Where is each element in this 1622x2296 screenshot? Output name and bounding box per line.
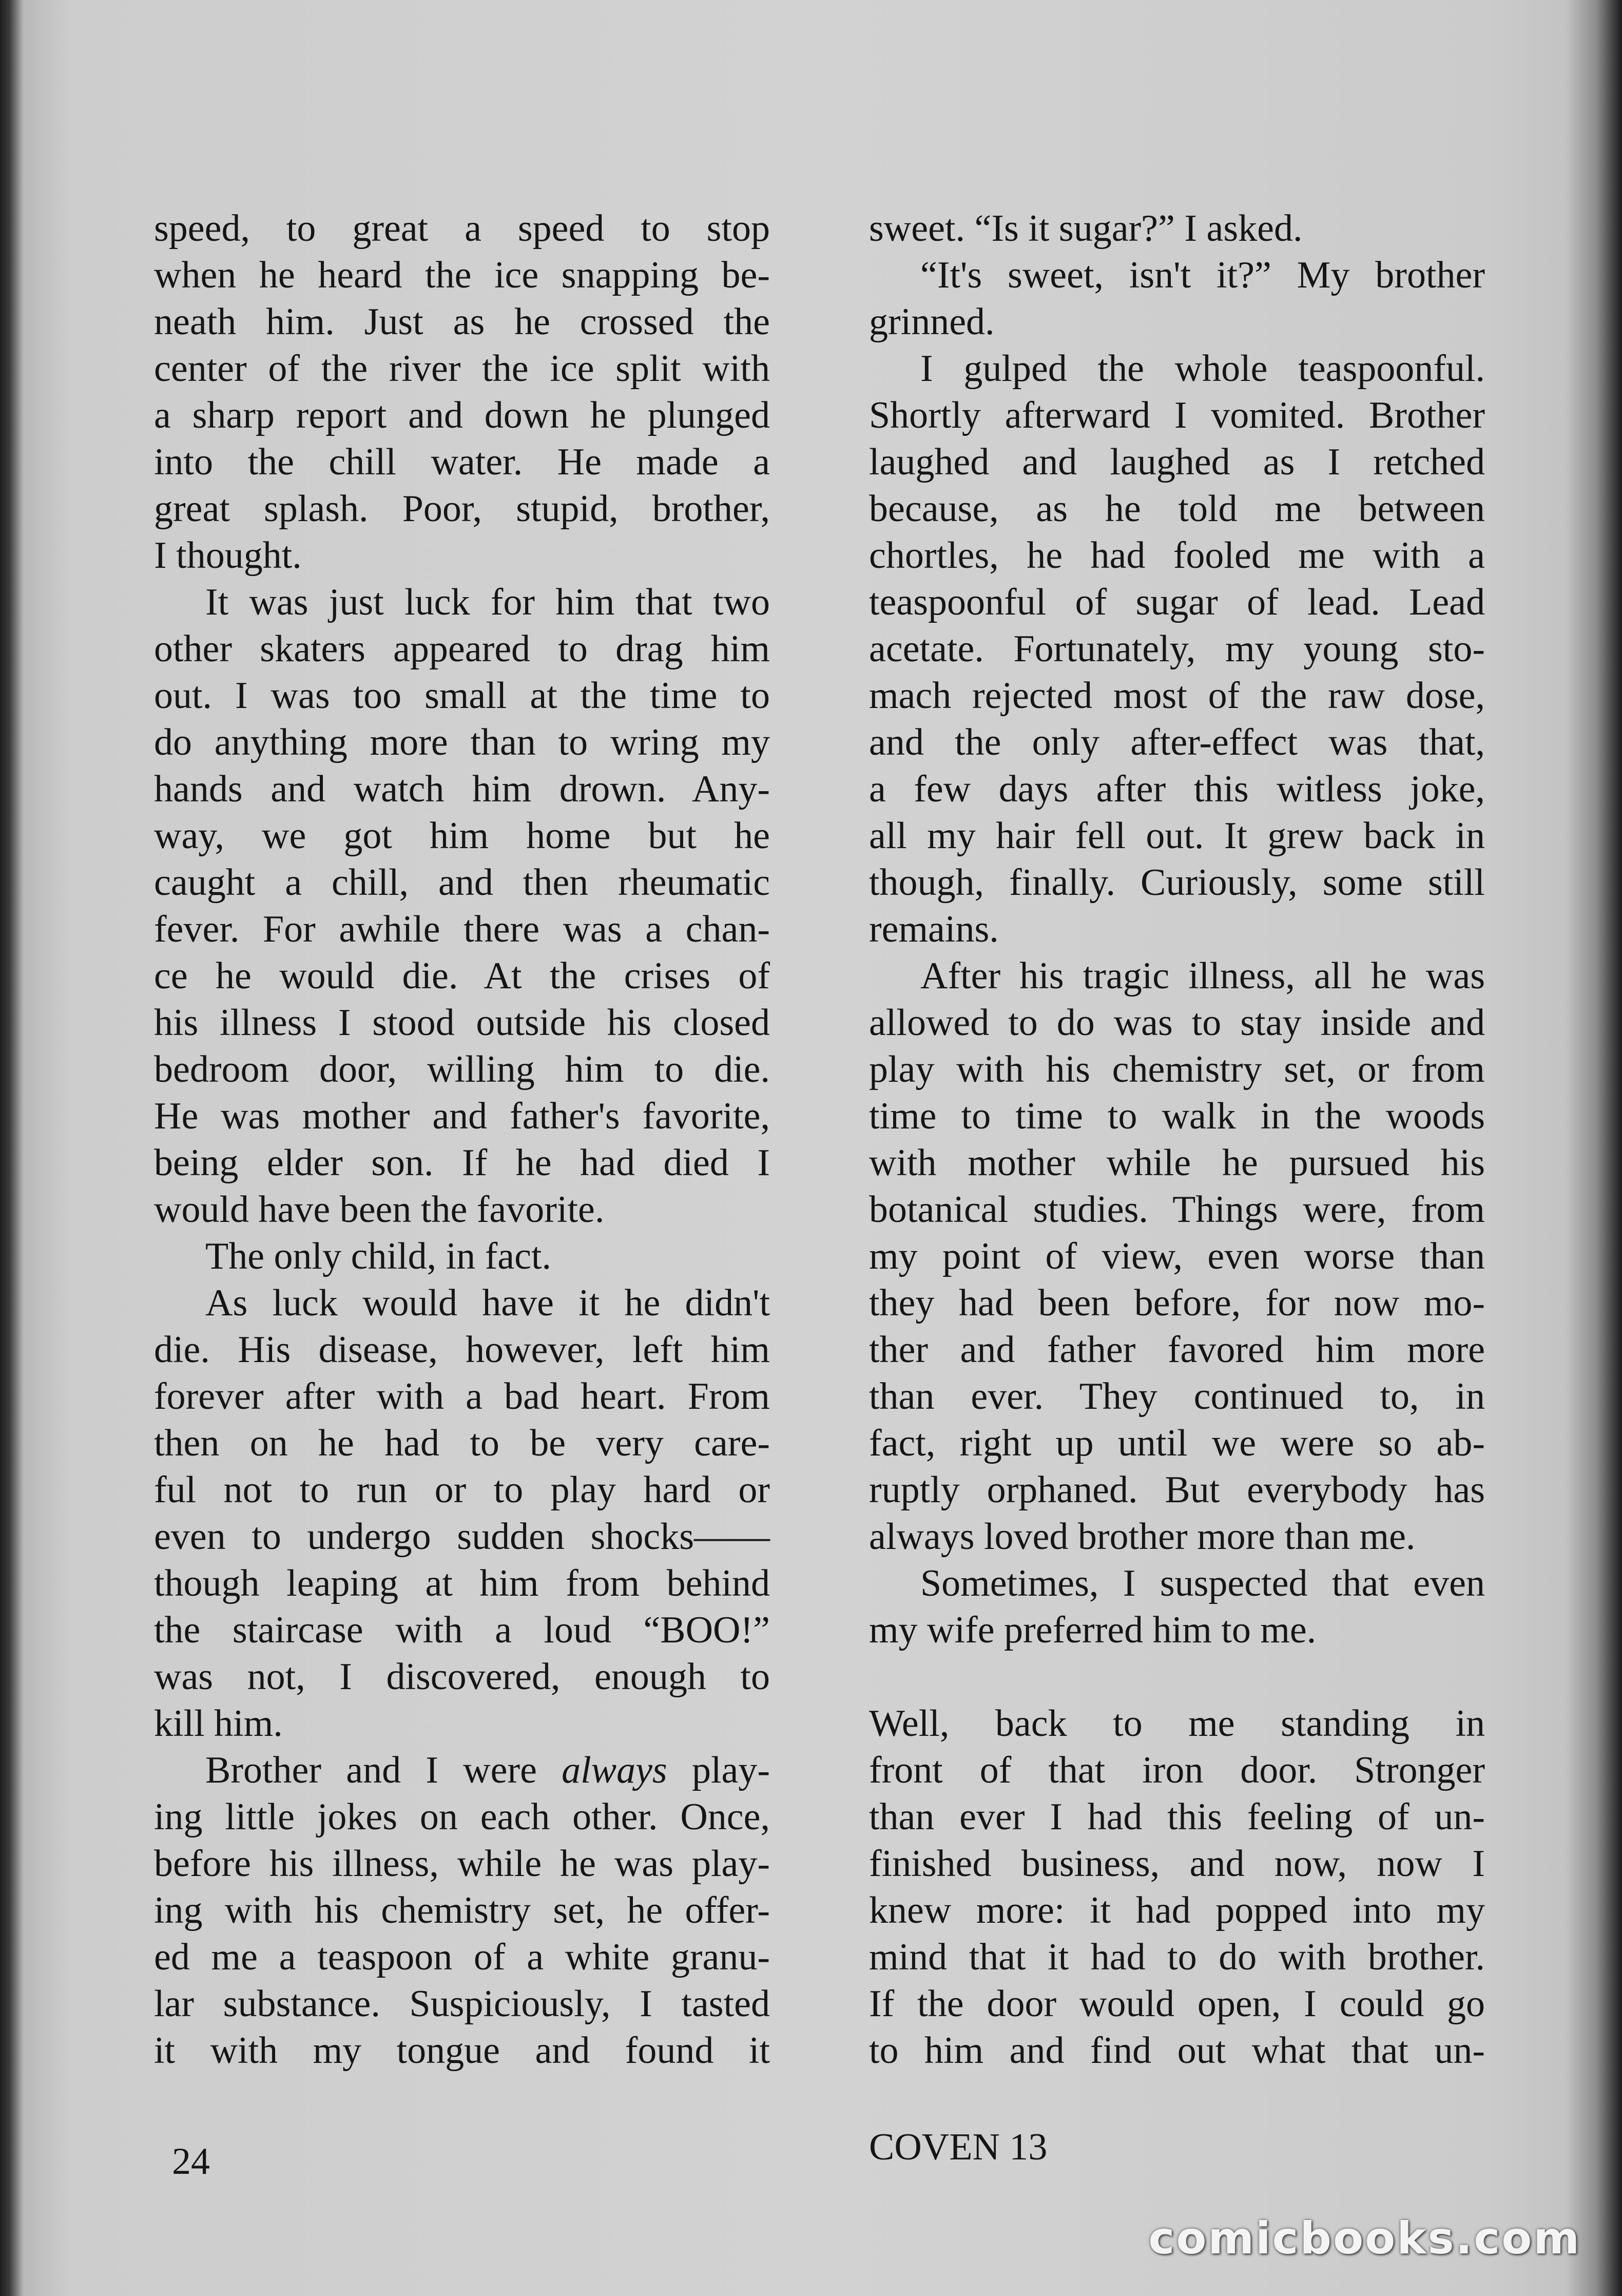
text-line: being elder son. If he had died I — [154, 1142, 770, 1184]
text-line: ther and father favored him more — [869, 1329, 1485, 1371]
text-line: my point of view, even worse than — [869, 1235, 1485, 1277]
text-line: then on he had to be very care- — [154, 1422, 770, 1464]
text-line: knew more: it had popped into my — [869, 1889, 1485, 1931]
text-line: front of that iron door. Stronger — [869, 1749, 1485, 1791]
text-line: ful not to run or to play hard or — [154, 1469, 770, 1511]
text-line: ing little jokes on each other. Once, — [154, 1796, 770, 1838]
text-line: teaspoonful of sugar of lead. Lead — [869, 581, 1485, 623]
text-line: ruptly orphaned. But everybody has — [869, 1469, 1485, 1511]
text-line: do anything more than to wring my — [154, 721, 770, 763]
text-line: forever after with a bad heart. From — [154, 1375, 770, 1418]
text-line: into the chill water. He made a — [154, 441, 770, 483]
left-text-column — [154, 205, 770, 2074]
text-line: I thought. — [154, 534, 302, 577]
text-line: they had been before, for now mo- — [869, 1282, 1485, 1324]
text-line: acetate. Fortunately, my young sto- — [869, 628, 1485, 670]
text-line: ing with his chemistry set, he offer- — [154, 1889, 770, 1931]
text-line: grinned. — [869, 301, 995, 343]
text-line: before his illness, while he was play- — [154, 1843, 770, 1885]
text-line: a sharp report and down he plunged — [154, 394, 770, 436]
text-line: fact, right up until we were so ab- — [869, 1422, 1485, 1464]
text-line: remains. — [869, 908, 999, 950]
text-line: chortles, he had fooled me with a — [869, 534, 1485, 577]
text-line: other skaters appeared to drag him — [154, 628, 770, 670]
running-footer: COVEN 13 — [869, 2126, 1048, 2168]
text-line: out. I was too small at the time to — [154, 675, 770, 717]
text-line: mind that it had to do with brother. — [869, 1936, 1485, 1978]
section-break — [869, 1654, 1485, 1700]
text-line: to him and find out what that un- — [869, 2030, 1485, 2072]
text-line: speed, to great a speed to stop — [154, 207, 770, 250]
text-line: than ever. They continued to, in — [869, 1375, 1485, 1418]
text-line: and the only after-effect was that, — [869, 721, 1485, 763]
text-line: when he heard the ice snapping be- — [154, 254, 770, 296]
text-line: As luck would have it he didn't — [205, 1282, 770, 1324]
text-line-section-start: Well, back to me standing in — [869, 1702, 1485, 1745]
text-line: hands and watch him drown. Any- — [154, 768, 770, 810]
text-line: because, as he told me between — [869, 488, 1485, 530]
text-line: caught a chill, and then rheumatic — [154, 862, 770, 904]
text-line: a few days after this witless joke, — [869, 768, 1485, 810]
text-line: sweet. “Is it sugar?” I asked. — [869, 207, 1303, 250]
text-line: mach rejected most of the raw dose, — [869, 675, 1485, 717]
text-line: play with his chemistry set, or from — [869, 1048, 1485, 1090]
text-line: fever. For awhile there was a chan- — [154, 908, 770, 950]
text-line: time to time to walk in the woods — [869, 1095, 1485, 1137]
text-line: After his tragic illness, all he was — [920, 955, 1485, 997]
text-line: finished business, and now, now I — [869, 1843, 1485, 1885]
text-line: If the door would open, I could go — [869, 1983, 1485, 2025]
text-line: even to undergo sudden shocks—— — [154, 1516, 770, 1558]
text-line-italic-emphasis: Brother and I were always play- — [205, 1749, 770, 1791]
right-text-column — [869, 205, 1485, 2074]
text-line: would have been the favorite. — [154, 1189, 605, 1231]
page-number: 24 — [172, 2140, 210, 2183]
text-line: Shortly afterward I vomited. Brother — [869, 394, 1485, 436]
text-line: great splash. Poor, stupid, brother, — [154, 488, 770, 530]
text-line: laughed and laughed as I retched — [869, 441, 1485, 483]
text-line: He was mother and father's favorite, — [154, 1095, 770, 1137]
text-line: botanical studies. Things were, from — [869, 1189, 1485, 1231]
text-line: ce he would die. At the crises of — [154, 955, 770, 997]
text-line: center of the river the ice split with — [154, 348, 770, 390]
text-line: kill him. — [154, 1702, 283, 1745]
text-line: bedroom door, willing him to die. — [154, 1048, 770, 1090]
text-line: than ever I had this feeling of un- — [869, 1796, 1485, 1838]
emphasis-word: always — [562, 1749, 667, 1791]
text-line: though leaping at him from behind — [154, 1562, 770, 1604]
text-line: the staircase with a loud “BOO!” — [154, 1609, 770, 1651]
text-line: all my hair fell out. It grew back in — [869, 815, 1485, 857]
text-line: way, we got him home but he — [154, 815, 770, 857]
text-line: ed me a teaspoon of a white granu- — [154, 1936, 770, 1978]
text-line: lar substance. Suspiciously, I tasted — [154, 1983, 770, 2025]
text-line: his illness I stood outside his closed — [154, 1002, 770, 1044]
text-line: always loved brother more than me. — [869, 1516, 1416, 1558]
text-line: “It's sweet, isn't it?” My brother — [920, 254, 1485, 296]
text-line: I gulped the whole teaspoonful. — [920, 348, 1485, 390]
text-line: though, finally. Curiously, some still — [869, 862, 1485, 904]
text-line: allowed to do was to stay inside and — [869, 1002, 1485, 1044]
text-line: neath him. Just as he crossed the — [154, 301, 770, 343]
site-watermark: comicbooks.com — [1148, 2213, 1581, 2264]
text-line: die. His disease, however, left him — [154, 1329, 770, 1371]
text-line: The only child, in fact. — [205, 1235, 552, 1277]
text-line: it with my tongue and found it — [154, 2030, 770, 2072]
text-line: Sometimes, I suspected that even — [920, 1562, 1485, 1604]
text-line: was not, I discovered, enough to — [154, 1656, 770, 1698]
text-line: my wife preferred him to me. — [869, 1609, 1317, 1651]
text-line: with mother while he pursued his — [869, 1142, 1485, 1184]
text-line: It was just luck for him that two — [205, 581, 770, 623]
